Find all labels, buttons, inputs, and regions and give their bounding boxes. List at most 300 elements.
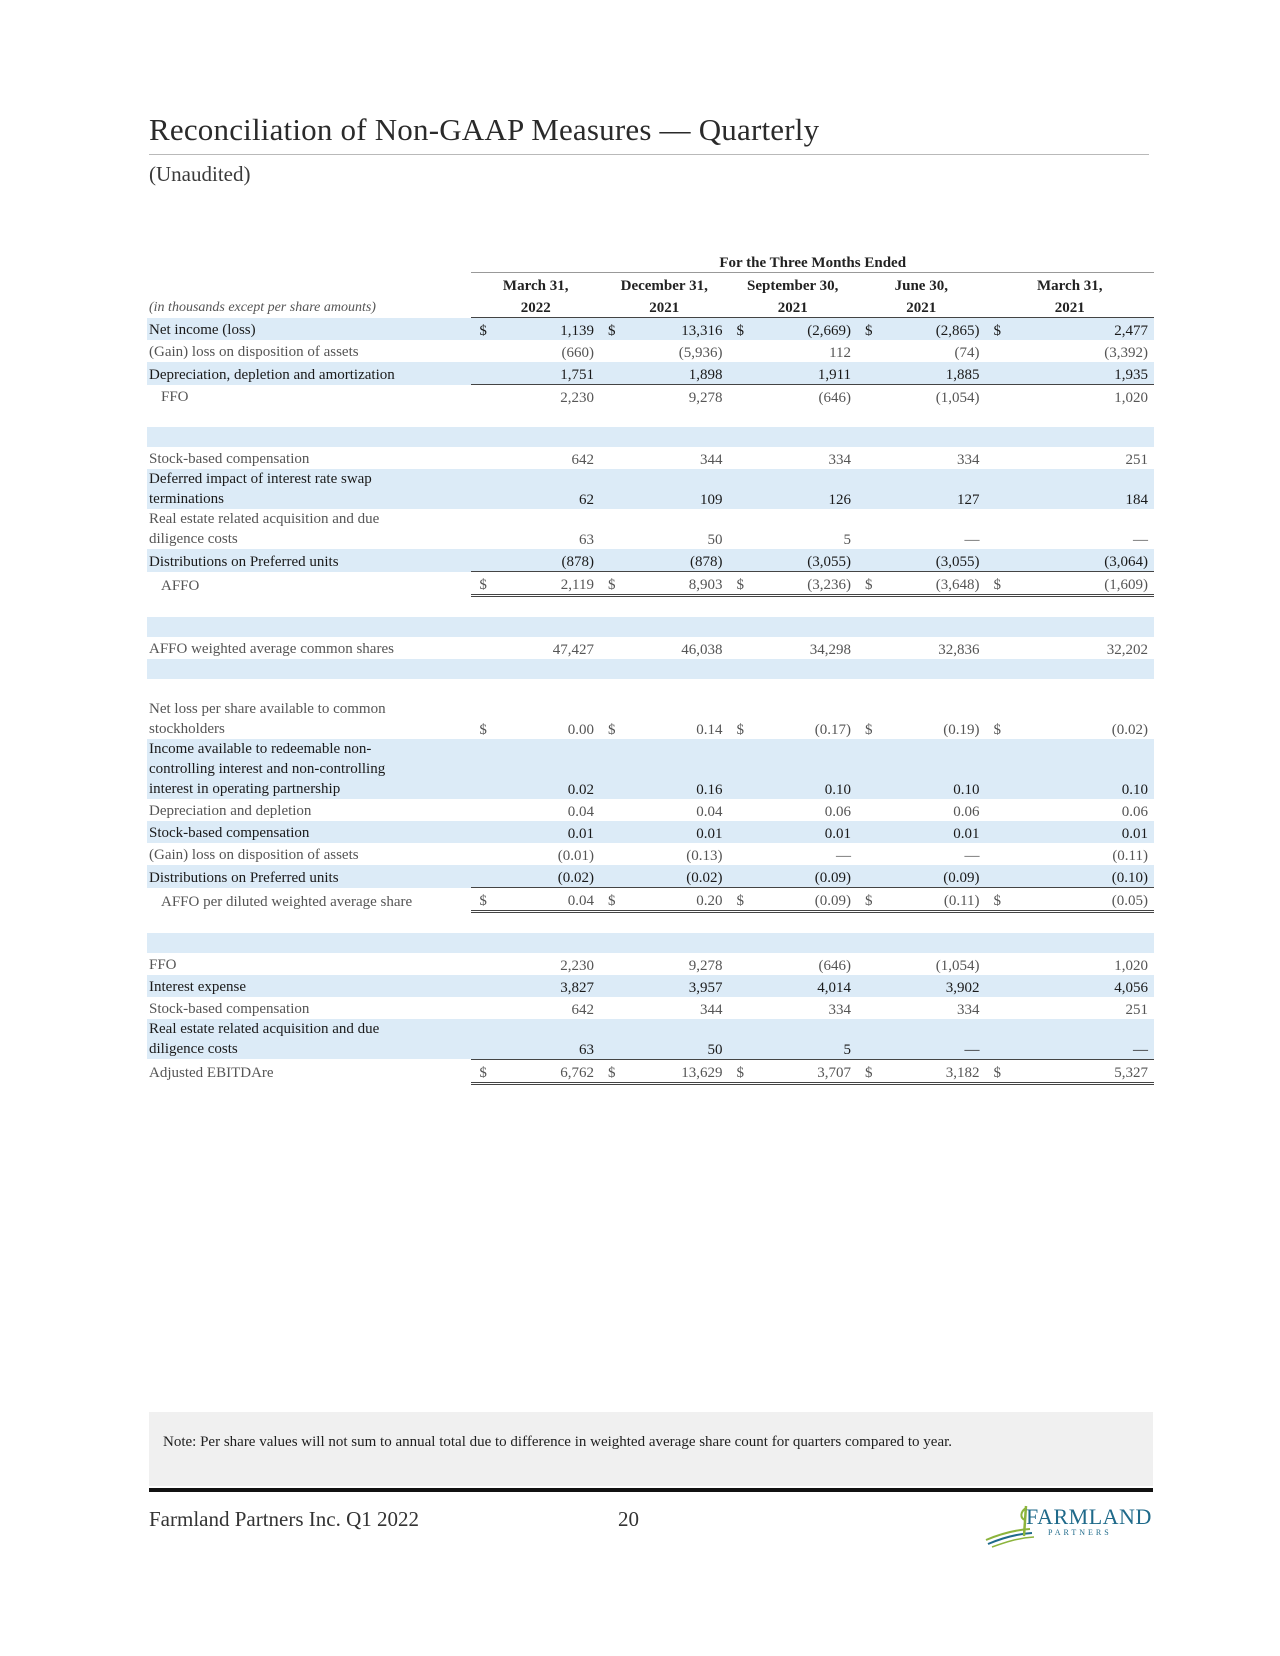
dollar-sign	[728, 362, 750, 385]
row-label: Stock-based compensation	[149, 1001, 310, 1017]
value-cell: 3,827	[494, 975, 600, 997]
value-cell: 251	[1125, 1002, 1148, 1018]
column-header-date: September 30,	[747, 278, 839, 294]
dollar-sign	[600, 865, 622, 888]
table-row	[147, 1019, 1154, 1059]
value-cell: 0.04	[494, 888, 600, 912]
dollar-sign	[728, 469, 750, 509]
value-cell: 334	[957, 452, 980, 468]
value-cell: 1,751	[494, 362, 600, 385]
value-cell: 9,278	[688, 390, 723, 406]
value-cell: (0.11)	[879, 888, 985, 912]
value-cell: —	[1008, 1019, 1154, 1059]
dollar-sign	[986, 739, 1008, 799]
dollar-sign: $	[471, 1059, 493, 1083]
spacer-row	[147, 679, 1154, 699]
dollar-sign: $	[986, 1059, 1008, 1083]
dollar-sign	[600, 799, 622, 821]
footer-divider	[149, 1488, 1153, 1492]
dollar-sign	[471, 1019, 493, 1059]
dollar-sign	[728, 843, 750, 865]
value-cell: 334	[957, 1002, 980, 1018]
row-label: Stock-based compensation	[149, 451, 310, 467]
dollar-sign	[728, 821, 750, 843]
value-cell: 1,911	[751, 362, 857, 385]
dollar-sign	[471, 549, 493, 572]
title-divider	[149, 154, 1149, 155]
value-cell: 0.02	[494, 739, 600, 799]
value-cell: 112	[829, 345, 852, 361]
dollar-sign	[600, 549, 622, 572]
dollar-sign	[857, 799, 879, 821]
value-cell: 1,885	[879, 362, 985, 385]
dollar-sign	[471, 953, 493, 975]
column-header-date: March 31,	[502, 278, 569, 294]
value-cell: 13,316	[622, 318, 728, 341]
spacer-row	[147, 912, 1154, 934]
row-label: Adjusted EBITDAre	[149, 1065, 274, 1081]
table-row	[147, 447, 1154, 469]
dollar-sign	[600, 509, 622, 549]
value-cell: 2,230	[560, 958, 594, 974]
column-header-date: March 31,	[1037, 278, 1103, 294]
row-label: Interest expense	[147, 975, 471, 997]
value-cell: 0.00	[567, 722, 594, 738]
row-label	[147, 469, 471, 509]
value-cell: 0.06	[824, 804, 852, 820]
dollar-sign	[857, 385, 879, 408]
table-row	[147, 362, 1154, 385]
period-span-header: For the Three Months Ended	[471, 250, 1154, 273]
value-cell: 0.06	[1121, 804, 1148, 820]
value-cell: (0.10)	[1008, 865, 1154, 888]
value-cell: (2,865)	[879, 318, 985, 341]
spacer-cell	[147, 407, 1154, 427]
spacer-row	[147, 427, 1154, 447]
dollar-sign: $	[986, 888, 1008, 912]
row-label-line: Income available to redeemable non-	[149, 741, 372, 757]
column-header-date: June 30,	[894, 278, 948, 294]
dollar-sign: $	[993, 722, 1002, 738]
dollar-sign: $	[728, 888, 750, 912]
value-cell: (1,609)	[1008, 572, 1154, 596]
row-label-line: diligence costs	[149, 1041, 238, 1057]
value-cell: (0.19)	[943, 722, 980, 738]
row-label: Depreciation, depletion and amortization	[147, 362, 471, 385]
dollar-sign	[857, 953, 879, 975]
value-cell: (3,648)	[879, 572, 985, 596]
dollar-sign	[857, 469, 879, 509]
column-header-year: 2022	[471, 295, 600, 318]
dollar-sign	[471, 447, 493, 469]
value-cell: 3,707	[751, 1059, 857, 1083]
row-label: FFO	[161, 389, 189, 405]
table-row	[147, 509, 1154, 549]
dollar-sign	[600, 821, 622, 843]
value-cell: 50	[622, 1019, 728, 1059]
dollar-sign	[600, 997, 622, 1019]
value-cell: 9,278	[688, 958, 723, 974]
value-cell: 62	[494, 469, 600, 509]
header-spacer	[147, 250, 471, 273]
value-cell: 1,139	[494, 318, 600, 341]
footnote-box	[149, 1412, 1153, 1486]
spacer-row	[147, 617, 1154, 637]
dollar-sign	[857, 549, 879, 572]
row-label: Depreciation and depletion	[149, 803, 312, 819]
value-cell: (1,054)	[935, 958, 980, 974]
value-cell: 2,230	[560, 390, 594, 406]
dollar-sign	[728, 953, 750, 975]
value-cell: —	[1133, 532, 1148, 548]
dollar-sign	[986, 997, 1008, 1019]
row-label: Distributions on Preferred units	[147, 865, 471, 888]
value-cell: 0.20	[622, 888, 728, 912]
row-label: AFFO weighted average common shares	[149, 641, 394, 657]
footer-company: Farmland Partners Inc. Q1 2022	[149, 1507, 420, 1531]
value-cell: 13,629	[622, 1059, 728, 1083]
row-label-line: Deferred impact of interest rate swap	[149, 471, 372, 487]
table-row	[147, 865, 1154, 888]
dollar-sign: $	[471, 572, 493, 596]
value-cell: 2,477	[1008, 318, 1154, 341]
dollar-sign: $	[857, 572, 879, 596]
spacer-cell	[147, 933, 1154, 953]
value-cell: (646)	[818, 958, 852, 974]
dollar-sign	[728, 1019, 750, 1059]
row-label: AFFO per diluted weighted average share	[161, 893, 413, 910]
column-header-year: 2021	[600, 295, 729, 318]
table-row	[147, 572, 1154, 596]
dollar-sign	[471, 340, 493, 362]
value-cell: 3,902	[879, 975, 985, 997]
dollar-sign: $	[857, 1059, 879, 1083]
row-label-line: terminations	[149, 491, 224, 507]
value-cell: 3,957	[622, 975, 728, 997]
spacer-row	[147, 596, 1154, 618]
spacer-cell	[147, 596, 1154, 618]
logo-wordmark: FARMLAND	[1026, 1504, 1152, 1529]
dollar-sign	[857, 843, 879, 865]
value-cell: 32,836	[938, 642, 980, 658]
reconciliation-table	[147, 250, 1154, 1085]
value-cell: 1,020	[1114, 958, 1148, 974]
value-cell: 127	[879, 469, 985, 509]
dollar-sign	[986, 509, 1008, 549]
spacer-cell	[147, 679, 1154, 699]
dollar-sign	[728, 975, 750, 997]
row-label: Distributions on Preferred units	[147, 549, 471, 572]
dollar-sign: $	[986, 318, 1008, 341]
value-cell: 0.01	[494, 821, 600, 843]
dollar-sign	[600, 1019, 622, 1059]
value-cell: (3,055)	[879, 549, 985, 572]
dollar-sign: $	[600, 1059, 622, 1083]
row-label-line: Real estate related acquisition and due	[149, 511, 380, 527]
value-cell: 5	[751, 1019, 857, 1059]
spacer-cell	[147, 427, 1154, 447]
row-label	[147, 699, 471, 739]
row-label: (Gain) loss on disposition of assets	[149, 847, 359, 863]
dollar-sign	[728, 997, 750, 1019]
value-cell: 0.04	[567, 804, 594, 820]
value-cell: 5,327	[1008, 1059, 1154, 1083]
value-cell: 0.10	[1008, 739, 1154, 799]
dollar-sign	[471, 362, 493, 385]
logo-subtext: PARTNERS	[1048, 1528, 1112, 1537]
dollar-sign: $	[728, 318, 750, 341]
dollar-sign: $	[728, 572, 750, 596]
spacer-cell	[147, 912, 1154, 934]
value-cell: 63	[578, 532, 594, 548]
row-label-line: Net loss per share available to common	[149, 701, 386, 717]
value-cell: 2,119	[494, 572, 600, 596]
value-cell: (0.13)	[686, 848, 723, 864]
value-cell: (5,936)	[678, 345, 723, 361]
value-cell: 6,762	[494, 1059, 600, 1083]
value-cell: (878)	[494, 549, 600, 572]
table-row	[147, 549, 1154, 572]
row-label	[147, 509, 471, 549]
value-cell: (0.09)	[751, 888, 857, 912]
value-cell: 0.14	[696, 722, 723, 738]
spacer-row	[147, 933, 1154, 953]
value-cell: 344	[699, 1002, 723, 1018]
table-row	[147, 699, 1154, 739]
table-row	[147, 340, 1154, 362]
dollar-sign	[728, 447, 750, 469]
dollar-sign	[986, 865, 1008, 888]
dollar-sign: $	[865, 722, 873, 738]
value-cell: (0.02)	[622, 865, 728, 888]
row-label: Net income (loss)	[147, 318, 471, 341]
value-cell: 0.10	[879, 739, 985, 799]
dollar-sign	[728, 340, 750, 362]
value-cell: 1,020	[1114, 390, 1148, 406]
dollar-sign	[600, 340, 622, 362]
value-cell: (0.02)	[494, 865, 600, 888]
value-cell: (0.17)	[814, 722, 852, 738]
value-cell: (0.11)	[1112, 848, 1148, 864]
dollar-sign	[728, 799, 750, 821]
dollar-sign	[857, 447, 879, 469]
table-row	[147, 799, 1154, 821]
dollar-sign	[857, 340, 879, 362]
dollar-sign	[471, 469, 493, 509]
value-cell: 0.16	[622, 739, 728, 799]
dollar-sign	[471, 843, 493, 865]
dollar-sign	[600, 385, 622, 408]
value-cell: 0.01	[751, 821, 857, 843]
value-cell: (878)	[622, 549, 728, 572]
row-label: AFFO	[161, 577, 200, 594]
value-cell: (3,055)	[751, 549, 857, 572]
value-cell: 3,182	[879, 1059, 985, 1083]
header-spacer	[147, 273, 471, 296]
table-row	[147, 469, 1154, 509]
value-cell: 1,935	[1008, 362, 1154, 385]
dollar-sign	[600, 469, 622, 509]
dollar-sign: $	[736, 722, 744, 738]
value-cell: 334	[828, 452, 852, 468]
dollar-sign	[986, 953, 1008, 975]
value-cell: —	[964, 848, 980, 864]
value-cell: 47,427	[552, 642, 594, 658]
value-cell: (3,236)	[751, 572, 857, 596]
dollar-sign	[857, 637, 879, 659]
value-cell: (3,064)	[1008, 549, 1154, 572]
value-cell: (0.09)	[751, 865, 857, 888]
value-cell: (0.01)	[557, 848, 594, 864]
value-cell: 251	[1125, 452, 1148, 468]
dollar-sign	[728, 549, 750, 572]
value-cell: 34,298	[809, 642, 852, 658]
page-number: 20	[618, 1507, 639, 1531]
row-label: Stock-based compensation	[147, 821, 471, 843]
column-header-year: 2021	[857, 295, 986, 318]
footnote-text: Note: Per share values will not sum to annual total due to difference in weighted average share count for quarters compared to year.	[163, 1434, 953, 1450]
dollar-sign	[857, 975, 879, 997]
dollar-sign	[857, 362, 879, 385]
value-cell: (646)	[818, 390, 852, 406]
value-cell: 32,202	[1106, 642, 1148, 658]
value-cell: 0.06	[953, 804, 980, 820]
table-row	[147, 821, 1154, 843]
value-cell: (3,392)	[1104, 345, 1148, 361]
value-cell: 0.01	[879, 821, 985, 843]
dollar-sign: $	[607, 722, 616, 738]
table-row	[147, 637, 1154, 659]
dollar-sign: $	[479, 722, 487, 738]
column-header-year: 2021	[728, 295, 857, 318]
value-cell: (74)	[954, 345, 980, 361]
dollar-sign	[986, 637, 1008, 659]
value-cell: 0.04	[696, 804, 723, 820]
spacer-row	[147, 407, 1154, 427]
row-label-line: controlling interest and non-controlling	[149, 761, 386, 777]
value-cell: 0.01	[1008, 821, 1154, 843]
dollar-sign	[600, 843, 622, 865]
dollar-sign	[986, 843, 1008, 865]
page-subtitle: (Unaudited)	[149, 162, 251, 186]
dollar-sign	[471, 385, 493, 408]
dollar-sign	[728, 385, 750, 408]
value-cell: —	[964, 532, 980, 548]
value-cell: 63	[494, 1019, 600, 1059]
dollar-sign: $	[728, 1059, 750, 1083]
row-label-line: interest in operating partnership	[149, 781, 341, 797]
table-header-span-row	[147, 250, 1154, 273]
value-cell: 46,038	[681, 642, 723, 658]
dollar-sign	[857, 1019, 879, 1059]
dollar-sign	[471, 739, 493, 799]
row-label: (Gain) loss on disposition of assets	[149, 344, 359, 360]
dollar-sign: $	[986, 572, 1008, 596]
table-header-row	[147, 273, 1154, 296]
dollar-sign	[600, 953, 622, 975]
dollar-sign	[728, 739, 750, 799]
dollar-sign	[728, 865, 750, 888]
dollar-sign	[986, 362, 1008, 385]
dollar-sign: $	[857, 318, 879, 341]
dollar-sign	[857, 865, 879, 888]
table-row	[147, 888, 1154, 912]
value-cell: 0.10	[751, 739, 857, 799]
table-row	[147, 318, 1154, 341]
table-row	[147, 975, 1154, 997]
dollar-sign	[986, 385, 1008, 408]
dollar-sign	[471, 821, 493, 843]
value-cell: 8,903	[622, 572, 728, 596]
dollar-sign	[857, 739, 879, 799]
value-cell: 4,014	[751, 975, 857, 997]
table-header-row	[147, 295, 1154, 318]
dollar-sign	[857, 821, 879, 843]
value-cell: (0.05)	[1008, 888, 1154, 912]
dollar-sign	[986, 821, 1008, 843]
spacer-row	[147, 659, 1154, 679]
dollar-sign	[471, 865, 493, 888]
value-cell: 5	[843, 532, 852, 548]
row-label	[147, 1019, 471, 1059]
dollar-sign	[986, 340, 1008, 362]
value-cell: (2,669)	[751, 318, 857, 341]
value-cell: 0.01	[622, 821, 728, 843]
dollar-sign	[986, 469, 1008, 509]
dollar-sign	[600, 637, 622, 659]
value-cell: 50	[707, 532, 723, 548]
row-label: FFO	[149, 957, 177, 973]
dollar-sign: $	[857, 888, 879, 912]
spacer-cell	[147, 659, 1154, 679]
dollar-sign	[471, 637, 493, 659]
table-row	[147, 953, 1154, 975]
dollar-sign	[471, 509, 493, 549]
value-cell: —	[836, 848, 852, 864]
value-cell: 1,898	[622, 362, 728, 385]
dollar-sign	[986, 447, 1008, 469]
value-cell: 642	[571, 1002, 594, 1018]
column-header-year: 2021	[986, 295, 1154, 318]
dollar-sign	[986, 1019, 1008, 1059]
dollar-sign	[857, 509, 879, 549]
dollar-sign	[600, 447, 622, 469]
value-cell: 109	[622, 469, 728, 509]
row-label	[147, 739, 471, 799]
table-row	[147, 997, 1154, 1019]
spacer-cell	[147, 617, 1154, 637]
dollar-sign	[600, 975, 622, 997]
dollar-sign	[728, 509, 750, 549]
dollar-sign	[986, 799, 1008, 821]
table-row	[147, 739, 1154, 799]
dollar-sign: $	[600, 888, 622, 912]
dollar-sign	[471, 975, 493, 997]
value-cell: 334	[828, 1002, 852, 1018]
page-title: Reconciliation of Non-GAAP Measures — Quarterly	[149, 112, 820, 147]
value-cell: 184	[1008, 469, 1154, 509]
dollar-sign: $	[471, 318, 493, 341]
value-cell: —	[879, 1019, 985, 1059]
value-cell: (1,054)	[935, 390, 980, 406]
dollar-sign	[471, 997, 493, 1019]
dollar-sign: $	[600, 318, 622, 341]
value-cell: (0.09)	[879, 865, 985, 888]
dollar-sign	[986, 549, 1008, 572]
value-cell: (660)	[561, 345, 594, 361]
dollar-sign	[857, 997, 879, 1019]
table-row	[147, 1059, 1154, 1083]
